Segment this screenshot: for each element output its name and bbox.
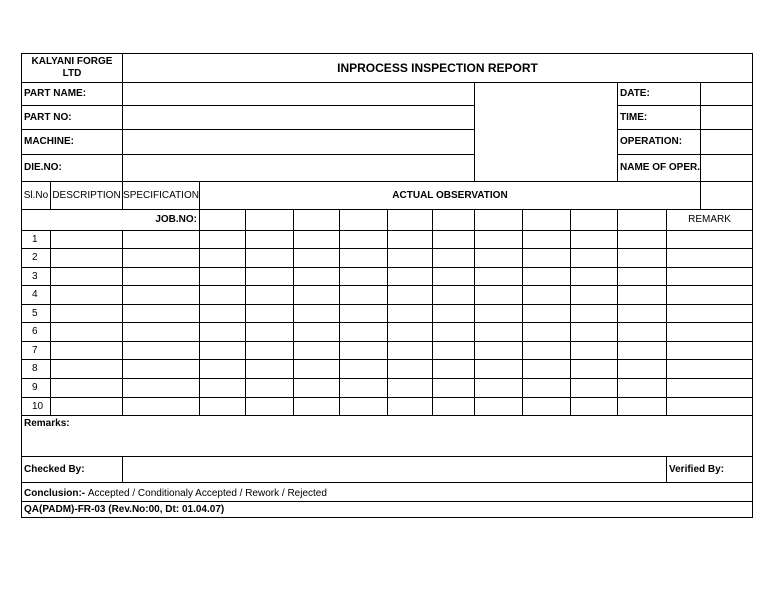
description-cell[interactable]	[50, 285, 123, 305]
row-number: 9	[21, 378, 51, 398]
observation-cell[interactable]	[245, 322, 294, 342]
header-blank-block	[474, 82, 618, 182]
conclusion-row	[21, 482, 753, 502]
header-right-blank	[700, 181, 753, 210]
observation-cell[interactable]	[245, 304, 294, 323]
observation-cell[interactable]	[293, 248, 340, 268]
job-no-cell[interactable]	[570, 209, 618, 231]
observation-cell[interactable]	[617, 267, 667, 286]
col-specification-header: SPECIFICATION	[122, 181, 200, 210]
observation-cell[interactable]	[474, 267, 523, 286]
col-description-header: DESCRIPTION	[50, 181, 123, 210]
conclusion-options: Accepted / Conditionaly Accepted / Rework / Rejected	[87, 488, 327, 499]
observation-cell[interactable]	[570, 285, 618, 305]
observation-cell[interactable]	[199, 267, 246, 286]
observation-cell[interactable]	[474, 341, 523, 360]
verified-by-label: Verified By:	[666, 456, 753, 483]
operation-label: OPERATION:	[617, 129, 701, 155]
observation-cell[interactable]	[199, 230, 246, 249]
observation-cell[interactable]	[387, 397, 433, 416]
observation-cell[interactable]	[339, 267, 388, 286]
observation-cell[interactable]	[339, 304, 388, 323]
description-cell[interactable]	[50, 359, 123, 379]
observation-cell[interactable]	[474, 397, 523, 416]
observation-cell[interactable]	[617, 285, 667, 305]
specification-cell[interactable]	[122, 248, 200, 268]
job-no-cell[interactable]	[199, 209, 246, 231]
observation-cell[interactable]	[432, 267, 475, 286]
observation-cell[interactable]	[570, 304, 618, 323]
observation-cell[interactable]	[522, 248, 571, 268]
observation-cell[interactable]	[522, 378, 571, 398]
remark-cell[interactable]	[666, 378, 753, 398]
time-label: TIME:	[617, 105, 701, 130]
description-cell[interactable]	[50, 378, 123, 398]
remark-cell[interactable]	[666, 230, 753, 249]
observation-cell[interactable]	[293, 285, 340, 305]
job-no-cell[interactable]	[293, 209, 340, 231]
name-of-oper-label: NAME OF OPER.	[617, 154, 701, 182]
observation-cell[interactable]	[522, 267, 571, 286]
job-no-cell[interactable]	[617, 209, 667, 231]
observation-cell[interactable]	[570, 267, 618, 286]
observation-cell[interactable]	[474, 359, 523, 379]
observation-cell[interactable]	[617, 248, 667, 268]
observation-cell[interactable]	[293, 359, 340, 379]
remark-cell[interactable]	[666, 397, 753, 416]
observation-cell[interactable]	[245, 378, 294, 398]
company-name: KALYANI FORGE LTD	[21, 53, 123, 83]
col-actual-observation-header: ACTUAL OBSERVATION	[199, 181, 701, 210]
observation-cell[interactable]	[617, 322, 667, 342]
observation-cell[interactable]	[293, 322, 340, 342]
description-cell[interactable]	[50, 230, 123, 249]
date-field[interactable]	[700, 82, 753, 106]
observation-cell[interactable]	[293, 304, 340, 323]
observation-cell[interactable]	[293, 378, 340, 398]
remarks-label[interactable]: Remarks:	[21, 415, 753, 457]
observation-cell[interactable]	[570, 341, 618, 360]
observation-cell[interactable]	[617, 397, 667, 416]
observation-cell[interactable]	[293, 230, 340, 249]
observation-cell[interactable]	[199, 304, 246, 323]
observation-cell[interactable]	[432, 359, 475, 379]
part-name-field[interactable]	[122, 82, 475, 106]
remark-cell[interactable]	[666, 322, 753, 342]
observation-cell[interactable]	[387, 359, 433, 379]
specification-cell[interactable]	[122, 322, 200, 342]
observation-cell[interactable]	[474, 322, 523, 342]
observation-cell[interactable]	[474, 230, 523, 249]
job-no-cell[interactable]	[245, 209, 294, 231]
observation-cell[interactable]	[293, 267, 340, 286]
part-no-field[interactable]	[122, 105, 475, 130]
observation-cell[interactable]	[245, 248, 294, 268]
die-no-field[interactable]	[122, 154, 475, 182]
remark-header: REMARK	[666, 209, 753, 231]
observation-cell[interactable]	[339, 248, 388, 268]
observation-cell[interactable]	[570, 378, 618, 398]
observation-cell[interactable]	[387, 341, 433, 360]
specification-cell[interactable]	[122, 378, 200, 398]
observation-cell[interactable]	[432, 378, 475, 398]
observation-cell[interactable]	[339, 322, 388, 342]
col-slno-header: Sl.No	[21, 181, 51, 210]
row-number: 7	[21, 341, 51, 360]
observation-cell[interactable]	[387, 322, 433, 342]
observation-cell[interactable]	[199, 378, 246, 398]
part-no-label: PART NO:	[21, 105, 123, 130]
row-number: 4	[21, 285, 51, 305]
job-no-label: JOB.NO:	[21, 209, 200, 231]
name-of-oper-field[interactable]	[700, 154, 753, 182]
observation-cell[interactable]	[245, 267, 294, 286]
observation-cell[interactable]	[432, 304, 475, 323]
observation-cell[interactable]	[617, 378, 667, 398]
observation-cell[interactable]	[474, 378, 523, 398]
description-cell[interactable]	[50, 304, 123, 323]
specification-cell[interactable]	[122, 397, 200, 416]
observation-cell[interactable]	[199, 359, 246, 379]
specification-cell[interactable]	[122, 230, 200, 249]
machine-label: MACHINE:	[21, 129, 123, 155]
observation-cell[interactable]	[199, 248, 246, 268]
row-number: 10	[21, 397, 51, 416]
observation-cell[interactable]	[432, 230, 475, 249]
die-no-label: DIE.NO:	[21, 154, 123, 182]
report-title: INPROCESS INSPECTION REPORT	[122, 53, 753, 83]
observation-cell[interactable]	[387, 248, 433, 268]
observation-cell[interactable]	[474, 285, 523, 305]
observation-cell[interactable]	[432, 248, 475, 268]
observation-cell[interactable]	[474, 248, 523, 268]
observation-cell[interactable]	[617, 230, 667, 249]
observation-cell[interactable]	[199, 322, 246, 342]
observation-cell[interactable]	[387, 378, 433, 398]
conclusion-label: Conclusion:-	[24, 488, 86, 499]
specification-cell[interactable]	[122, 285, 200, 305]
observation-cell[interactable]	[339, 378, 388, 398]
observation-cell[interactable]	[522, 397, 571, 416]
date-label: DATE:	[617, 82, 701, 106]
checked-by-field[interactable]	[122, 456, 667, 483]
observation-cell[interactable]	[199, 397, 246, 416]
observation-cell[interactable]	[522, 230, 571, 249]
row-number: 2	[21, 248, 51, 268]
observation-cell[interactable]	[245, 230, 294, 249]
observation-cell[interactable]	[432, 285, 475, 305]
job-no-cell[interactable]	[432, 209, 475, 231]
observation-cell[interactable]	[522, 359, 571, 379]
remark-cell[interactable]	[666, 304, 753, 323]
description-cell[interactable]	[50, 341, 123, 360]
observation-cell[interactable]	[570, 230, 618, 249]
job-no-cell[interactable]	[387, 209, 433, 231]
description-cell[interactable]	[50, 322, 123, 342]
observation-cell[interactable]	[522, 341, 571, 360]
observation-cell[interactable]	[245, 397, 294, 416]
observation-cell[interactable]	[293, 341, 340, 360]
description-cell[interactable]	[50, 397, 123, 416]
observation-cell[interactable]	[522, 285, 571, 305]
document-reference: QA(PADM)-FR-03 (Rev.No:00, Dt: 01.04.07)	[21, 501, 753, 518]
row-number: 5	[21, 304, 51, 323]
observation-cell[interactable]	[522, 304, 571, 323]
observation-cell[interactable]	[339, 285, 388, 305]
description-cell[interactable]	[50, 248, 123, 268]
observation-cell[interactable]	[245, 341, 294, 360]
observation-cell[interactable]	[617, 304, 667, 323]
observation-cell[interactable]	[617, 341, 667, 360]
checked-by-label: Checked By:	[21, 456, 123, 483]
remark-cell[interactable]	[666, 267, 753, 286]
observation-cell[interactable]	[432, 397, 475, 416]
specification-cell[interactable]	[122, 359, 200, 379]
job-no-cell[interactable]	[474, 209, 523, 231]
observation-cell[interactable]	[199, 341, 246, 360]
observation-cell[interactable]	[339, 359, 388, 379]
remark-cell[interactable]	[666, 341, 753, 360]
observation-cell[interactable]	[432, 322, 475, 342]
machine-field[interactable]	[122, 129, 475, 155]
specification-cell[interactable]	[122, 341, 200, 360]
observation-cell[interactable]	[199, 285, 246, 305]
observation-cell[interactable]	[617, 359, 667, 379]
time-field[interactable]	[700, 105, 753, 130]
observation-cell[interactable]	[570, 397, 618, 416]
observation-cell[interactable]	[570, 322, 618, 342]
row-number: 1	[21, 230, 51, 249]
observation-cell[interactable]	[339, 341, 388, 360]
remark-cell[interactable]	[666, 248, 753, 268]
row-number: 6	[21, 322, 51, 342]
observation-cell[interactable]	[387, 230, 433, 249]
row-number: 8	[21, 359, 51, 379]
specification-cell[interactable]	[122, 267, 200, 286]
observation-cell[interactable]	[522, 322, 571, 342]
observation-cell[interactable]	[474, 304, 523, 323]
description-cell[interactable]	[50, 267, 123, 286]
observation-cell[interactable]	[570, 248, 618, 268]
remark-cell[interactable]	[666, 285, 753, 305]
specification-cell[interactable]	[122, 304, 200, 323]
job-no-cell[interactable]	[522, 209, 571, 231]
part-name-label: PART NAME:	[21, 82, 123, 106]
observation-cell[interactable]	[570, 359, 618, 379]
observation-cell[interactable]	[339, 230, 388, 249]
observation-cell[interactable]	[387, 267, 433, 286]
observation-cell[interactable]	[432, 341, 475, 360]
job-no-cell[interactable]	[339, 209, 388, 231]
operation-field[interactable]	[700, 129, 753, 155]
remark-cell[interactable]	[666, 359, 753, 379]
observation-cell[interactable]	[293, 397, 340, 416]
observation-cell[interactable]	[387, 285, 433, 305]
row-number: 3	[21, 267, 51, 286]
observation-cell[interactable]	[387, 304, 433, 323]
observation-cell[interactable]	[245, 285, 294, 305]
observation-cell[interactable]	[339, 397, 388, 416]
observation-cell[interactable]	[245, 359, 294, 379]
